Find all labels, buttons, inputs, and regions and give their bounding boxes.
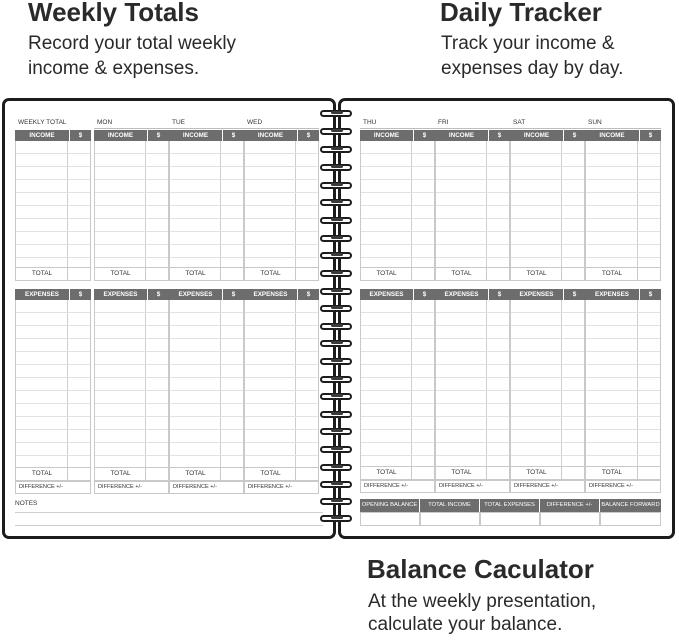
spiral-ring: [320, 305, 352, 312]
thu-difference[interactable]: DIFFERENCE +/-: [360, 480, 435, 493]
spiral-ring: [320, 182, 352, 189]
spiral-ring: [320, 498, 352, 505]
day-label-tue: TUE: [169, 117, 244, 129]
wed-difference[interactable]: DIFFERENCE +/-: [244, 481, 319, 494]
thu-expenses-header: [360, 289, 435, 300]
daily-tracker-subtitle-line-1: Track your income &: [441, 33, 615, 54]
mon-difference[interactable]: DIFFERENCE +/-: [94, 481, 169, 494]
currency-header: $: [147, 130, 169, 141]
total-label: TOTAL: [31, 270, 53, 277]
spiral-ring: [320, 428, 352, 435]
tue-expenses-entries[interactable]: [169, 300, 244, 467]
tue-income-header: [169, 130, 244, 141]
weekly-expenses-header: [15, 289, 91, 300]
sun-income-total[interactable]: [585, 267, 661, 281]
spiral-ring: [320, 164, 352, 171]
currency-header: $: [147, 289, 169, 300]
currency-header: $: [488, 289, 510, 300]
left-planner-page: [2, 98, 336, 539]
wed-expenses-total[interactable]: [244, 467, 319, 481]
spiral-ring: [320, 481, 352, 488]
mon-income-header: [94, 130, 169, 141]
currency-header: $: [413, 130, 435, 141]
balance-header-forward: BALANCE FORWARD: [600, 499, 661, 512]
expenses-header-label: EXPENSES: [595, 291, 629, 298]
total-expenses-cell[interactable]: [480, 512, 540, 526]
expenses-header-label: EXPENSES: [25, 291, 59, 298]
weekly-total-column: [15, 117, 91, 496]
weekly-totals-subtitle-line-1: Record your total weekly: [28, 33, 237, 54]
currency-header: $: [413, 289, 435, 300]
spiral-ring: [320, 288, 352, 295]
income-header-label: INCOME: [257, 132, 284, 139]
currency-header: $: [222, 130, 244, 141]
day-label-fri: FRI: [435, 117, 510, 129]
balance-calculator-subtitle-line-1: At the weekly presentation,: [368, 591, 597, 612]
currency-header: $: [297, 130, 319, 141]
fri-difference[interactable]: DIFFERENCE +/-: [435, 480, 510, 493]
currency-header: $: [563, 289, 585, 300]
total-label: TOTAL: [451, 469, 472, 476]
sat-difference[interactable]: DIFFERENCE +/-: [510, 480, 585, 493]
total-label: TOTAL: [260, 470, 281, 477]
sat-expenses-header: [510, 289, 585, 300]
weekly-expenses-entries[interactable]: [15, 300, 91, 467]
balance-header-difference: DIFFERENCE +/-: [540, 499, 600, 512]
currency-header: $: [69, 289, 91, 300]
expenses-header-label: EXPENSES: [369, 291, 404, 298]
notes-label: NOTES: [15, 500, 38, 507]
spiral-ring: [320, 252, 352, 259]
spiral-ring: [320, 128, 352, 135]
total-label: TOTAL: [451, 270, 472, 277]
spiral-ring: [320, 110, 352, 117]
currency-header: $: [563, 130, 585, 141]
spiral-ring: [320, 323, 352, 330]
daily-tracker-title: Daily Tracker: [440, 0, 602, 27]
mon-income-total[interactable]: [94, 267, 169, 281]
day-label-thu: THU: [360, 117, 435, 129]
total-label: TOTAL: [526, 469, 547, 476]
daily-tracker-subtitle-line-2: expenses day by day.: [441, 58, 624, 79]
opening-balance-cell[interactable]: [360, 512, 420, 526]
sun-income-header: [585, 130, 661, 141]
wed-expenses-header: [244, 289, 319, 300]
spiral-ring: [320, 515, 352, 522]
weekly-total-label: WEEKLY TOTAL: [18, 119, 67, 126]
wednesday-column: [244, 117, 319, 496]
total-label: TOTAL: [526, 270, 547, 277]
weekly-income-entries[interactable]: [15, 141, 91, 267]
right-planner-page: [338, 98, 675, 539]
weekly-expenses-total[interactable]: [15, 467, 91, 481]
day-label-mon: MON: [94, 117, 169, 129]
tue-income-entries[interactable]: [169, 141, 244, 267]
fri-income-total[interactable]: [435, 267, 510, 281]
fri-expenses-total[interactable]: [435, 466, 510, 480]
sun-difference[interactable]: DIFFERENCE +/-: [585, 480, 661, 493]
balance-header-total-income: TOTAL INCOME: [420, 499, 480, 512]
day-label-sat: SAT: [510, 117, 585, 129]
wed-expenses-entries[interactable]: [244, 300, 319, 467]
mon-expenses-header: [94, 289, 169, 300]
income-header-label: INCOME: [107, 132, 134, 139]
sunday-column: [585, 117, 661, 496]
tue-expenses-total[interactable]: [169, 467, 244, 481]
spiral-ring: [320, 217, 352, 224]
total-label: TOTAL: [601, 469, 623, 476]
tue-income-total[interactable]: [169, 267, 244, 281]
total-label: TOTAL: [376, 469, 397, 476]
sat-expenses-total[interactable]: [510, 466, 585, 480]
currency-header: $: [639, 130, 661, 141]
friday-column: [435, 117, 510, 496]
balance-forward-cell[interactable]: [600, 512, 661, 526]
monday-column: [94, 117, 169, 496]
day-label-wed: WED: [244, 117, 319, 129]
difference-cell[interactable]: [540, 512, 600, 526]
currency-header: $: [222, 289, 244, 300]
balance-calculator-subtitle-line-2: calculate your balance.: [368, 614, 563, 635]
wed-income-header: [244, 130, 319, 141]
income-header-label: INCOME: [599, 132, 625, 139]
spiral-ring: [320, 199, 352, 206]
currency-header: $: [297, 289, 319, 300]
tue-expenses-header: [169, 289, 244, 300]
tuesday-column: [169, 117, 244, 496]
thursday-column: [360, 117, 435, 496]
currency-header: $: [69, 130, 91, 141]
spiral-ring: [320, 464, 352, 471]
spiral-ring: [320, 146, 352, 153]
spiral-ring: [320, 411, 352, 418]
notes-line[interactable]: [15, 512, 323, 513]
total-label: TOTAL: [601, 270, 623, 277]
fri-income-entries[interactable]: [435, 141, 510, 267]
weekly-income-header: [15, 130, 91, 141]
income-header-label: INCOME: [373, 132, 400, 139]
sun-expenses-header: [585, 289, 661, 300]
sat-expenses-entries[interactable]: [510, 300, 585, 466]
spiral-ring: [320, 270, 352, 277]
spiral-ring: [320, 340, 352, 347]
tue-difference[interactable]: DIFFERENCE +/-: [169, 481, 244, 494]
total-label: TOTAL: [110, 270, 131, 277]
wed-income-entries[interactable]: [244, 141, 319, 267]
saturday-column: [510, 117, 585, 496]
fri-income-header: [435, 130, 510, 141]
thu-income-entries[interactable]: [360, 141, 435, 267]
sun-expenses-entries[interactable]: [585, 300, 661, 466]
fri-expenses-header: [435, 289, 510, 300]
expenses-header-label: EXPENSES: [103, 291, 138, 298]
spiral-ring: [320, 376, 352, 383]
sat-income-header: [510, 130, 585, 141]
spiral-ring: [320, 358, 352, 365]
thu-expenses-entries[interactable]: [360, 300, 435, 466]
sun-income-entries[interactable]: [585, 141, 661, 267]
balance-calculator-title: Balance Caculator: [367, 554, 594, 584]
total-label: TOTAL: [31, 470, 53, 477]
weekly-income-total[interactable]: [15, 267, 91, 281]
mon-expenses-total[interactable]: [94, 467, 169, 481]
day-label-sun: SUN: [585, 117, 661, 129]
total-income-cell[interactable]: [420, 512, 480, 526]
expenses-header-label: EXPENSES: [253, 291, 288, 298]
mon-income-entries[interactable]: [94, 141, 169, 267]
spiral-ring: [320, 446, 352, 453]
expenses-header-label: EXPENSES: [444, 291, 479, 298]
sat-income-entries[interactable]: [510, 141, 585, 267]
fri-expenses-entries[interactable]: [435, 300, 510, 466]
spiral-ring: [320, 393, 352, 400]
expenses-header-label: EXPENSES: [519, 291, 554, 298]
income-header-label: INCOME: [182, 132, 209, 139]
mon-expenses-entries[interactable]: [94, 300, 169, 467]
expenses-header-label: EXPENSES: [178, 291, 213, 298]
income-header-label: INCOME: [29, 132, 55, 139]
notes-line[interactable]: [15, 525, 323, 526]
currency-header: $: [488, 130, 510, 141]
sun-expenses-total[interactable]: [585, 466, 661, 480]
weekly-difference[interactable]: DIFFERENCE +/-: [15, 481, 91, 494]
spiral-ring: [320, 235, 352, 242]
sat-income-total[interactable]: [510, 267, 585, 281]
thu-income-header: [360, 130, 435, 141]
weekly-totals-subtitle-line-2: income & expenses.: [28, 58, 200, 79]
weekly-totals-title: Weekly Totals: [28, 0, 199, 27]
total-label: TOTAL: [376, 270, 397, 277]
balance-header-opening: OPENING BALANCE: [360, 499, 420, 512]
total-label: TOTAL: [260, 270, 281, 277]
income-header-label: INCOME: [448, 132, 475, 139]
total-label: TOTAL: [110, 470, 131, 477]
currency-header: $: [639, 289, 661, 300]
thu-income-total[interactable]: [360, 267, 435, 281]
total-label: TOTAL: [185, 270, 206, 277]
wed-income-total[interactable]: [244, 267, 319, 281]
income-header-label: INCOME: [523, 132, 550, 139]
total-label: TOTAL: [185, 470, 206, 477]
balance-header-total-expenses: TOTAL EXPENSES: [480, 499, 540, 512]
thu-expenses-total[interactable]: [360, 466, 435, 480]
